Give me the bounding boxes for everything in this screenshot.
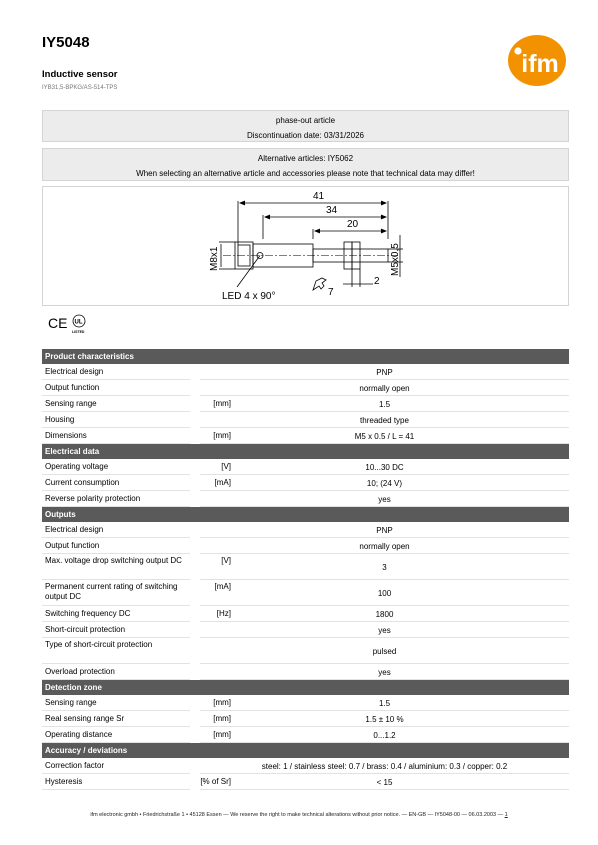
spec-label: Operating voltage bbox=[45, 462, 109, 471]
spec-row bbox=[42, 475, 569, 491]
row-divider bbox=[200, 506, 569, 507]
spec-row bbox=[42, 606, 569, 622]
row-divider bbox=[42, 679, 190, 680]
spec-row bbox=[42, 396, 569, 412]
spec-label: Electrical design bbox=[45, 525, 104, 534]
spec-value: pulsed bbox=[372, 646, 397, 656]
ul-listed: LISTED bbox=[72, 330, 85, 334]
spec-label: Electrical design bbox=[45, 367, 104, 376]
spec-row bbox=[42, 459, 569, 475]
page-number: 1 bbox=[504, 812, 508, 818]
spec-unit: [mm] bbox=[213, 698, 231, 707]
row-divider bbox=[42, 742, 190, 743]
spec-unit: [mA] bbox=[214, 582, 231, 591]
spec-unit: [mm] bbox=[213, 714, 231, 723]
spec-value: yes bbox=[378, 494, 391, 504]
spec-row bbox=[42, 638, 569, 664]
spec-unit: [mm] bbox=[213, 399, 231, 408]
notice-line: Discontinuation date: 03/31/2026 bbox=[247, 131, 364, 140]
spec-unit: [mm] bbox=[213, 730, 231, 739]
spec-label: Output function bbox=[45, 383, 100, 392]
spec-label: Switching frequency DC bbox=[45, 609, 131, 618]
spec-label: Current consumption bbox=[45, 478, 120, 487]
spec-value: PNP bbox=[376, 367, 393, 377]
dim-2: 2 bbox=[374, 276, 380, 287]
spec-unit: [mA] bbox=[214, 478, 231, 487]
row-divider bbox=[200, 679, 569, 680]
logo-text: ifm bbox=[521, 50, 559, 78]
spec-value: PNP bbox=[376, 525, 393, 535]
section-header: Product characteristics bbox=[42, 349, 569, 364]
spec-row bbox=[42, 491, 569, 507]
spec-unit: [Hz] bbox=[216, 609, 231, 618]
product-code: IYB31,5-BPKG/AS-514-TPS bbox=[42, 85, 118, 91]
spec-value: normally open bbox=[359, 541, 410, 551]
section-header: Electrical data bbox=[42, 444, 569, 459]
spec-value: 100 bbox=[377, 588, 392, 598]
thread-left-label: M8x1 bbox=[209, 246, 220, 271]
row-divider bbox=[42, 443, 190, 444]
notice-line: When selecting an alternative article and accessories please note that technical data may differ! bbox=[136, 169, 475, 178]
notice-line: phase-out article bbox=[275, 116, 336, 125]
spec-row bbox=[42, 364, 569, 380]
spec-value: 10; (24 V) bbox=[366, 478, 403, 488]
row-divider bbox=[42, 789, 190, 790]
page-footer bbox=[0, 812, 598, 818]
spec-value: 1800 bbox=[375, 609, 394, 619]
product-subtitle: Inductive sensor bbox=[42, 69, 118, 80]
spec-row bbox=[42, 695, 569, 711]
spec-label: Type of short-circuit protection bbox=[45, 640, 153, 649]
dim-20: 20 bbox=[347, 219, 359, 230]
spec-label: Overload protection bbox=[45, 667, 115, 676]
spec-value: 1.5 bbox=[378, 399, 391, 409]
spec-label: Dimensions bbox=[45, 431, 87, 440]
spec-value: normally open bbox=[359, 383, 410, 393]
spec-row bbox=[42, 622, 569, 638]
ifm-logo bbox=[508, 35, 566, 86]
spec-label: Hysteresis bbox=[45, 777, 83, 786]
spec-value: 1.5 ± 10 % bbox=[365, 714, 404, 724]
spec-value: M5 x 0.5 / L = 41 bbox=[354, 431, 415, 441]
spec-row bbox=[42, 711, 569, 727]
spec-row bbox=[42, 380, 569, 396]
spec-row bbox=[42, 538, 569, 554]
notice-line: Alternative articles: IY5062 bbox=[257, 154, 354, 163]
phase-out-notice bbox=[42, 110, 569, 142]
ul-mark: UL bbox=[74, 319, 83, 326]
spec-row bbox=[42, 554, 569, 580]
section-header: Accuracy / deviations bbox=[42, 743, 569, 758]
spec-label: Housing bbox=[45, 415, 75, 424]
spec-value: threaded type bbox=[360, 415, 409, 425]
alternative-articles-notice bbox=[42, 148, 569, 181]
spec-unit: [% of Sr] bbox=[200, 777, 231, 786]
dim-34: 34 bbox=[326, 205, 338, 216]
row-divider bbox=[200, 742, 569, 743]
spec-row bbox=[42, 428, 569, 444]
spec-label: Output function bbox=[45, 541, 100, 550]
page-title: IY5048 bbox=[42, 34, 90, 51]
spec-row bbox=[42, 774, 569, 790]
dimension-drawing bbox=[42, 186, 569, 306]
spec-unit: [mm] bbox=[213, 431, 231, 440]
spec-row bbox=[42, 758, 569, 774]
spec-label: Real sensing range Sr bbox=[45, 714, 125, 723]
spec-value: 0...1.2 bbox=[373, 730, 396, 740]
spec-value: 1.5 bbox=[378, 698, 391, 708]
spec-label: Max. voltage drop switching output DC bbox=[45, 556, 182, 565]
spec-value: 10...30 DC bbox=[365, 462, 404, 472]
led-label: LED 4 x 90° bbox=[222, 291, 276, 302]
spec-unit: [V] bbox=[221, 556, 231, 565]
spec-label: Operating distance bbox=[45, 730, 113, 739]
spec-unit: [V] bbox=[221, 462, 231, 471]
section-header: Detection zone bbox=[42, 680, 569, 695]
spec-row bbox=[42, 412, 569, 428]
row-divider bbox=[42, 506, 190, 507]
spec-table bbox=[42, 349, 569, 790]
section-header: Outputs bbox=[42, 507, 569, 522]
spec-row bbox=[42, 522, 569, 538]
spec-value: < 15 bbox=[376, 777, 393, 787]
spec-label: Sensing range bbox=[45, 399, 97, 408]
row-divider bbox=[200, 443, 569, 444]
spec-row bbox=[42, 727, 569, 743]
footer-text: ifm electronic gmbh • Friedrichstraße 1 • 45128 Essen — We reserve the right to make technical alterations without prior notice. — EN-GB — IY5048-00 — 06.03.2003 — bbox=[90, 812, 504, 818]
spec-value: 3 bbox=[382, 562, 387, 572]
spec-row bbox=[42, 664, 569, 680]
thread-right-label: M5x0,5 bbox=[390, 243, 401, 276]
spec-label: Correction factor bbox=[45, 761, 105, 770]
spec-label: Reverse polarity protection bbox=[45, 494, 141, 503]
certification-marks bbox=[46, 312, 116, 334]
dim-41: 41 bbox=[313, 191, 325, 202]
ce-mark: CE bbox=[48, 315, 68, 331]
spec-label: Permanent current rating of switching output DC bbox=[45, 582, 178, 601]
spec-value: steel: 1 / stainless steel: 0.7 / brass: 0.4 / aluminium: 0.3 / copper: 0.2 bbox=[261, 761, 508, 771]
spec-row bbox=[42, 580, 569, 606]
spec-label: Short-circuit protection bbox=[45, 625, 126, 634]
wrench-label: 7 bbox=[328, 287, 334, 298]
spec-value: yes bbox=[378, 667, 391, 677]
row-divider bbox=[200, 789, 569, 790]
spec-value: yes bbox=[378, 625, 391, 635]
spec-label: Sensing range bbox=[45, 698, 97, 707]
